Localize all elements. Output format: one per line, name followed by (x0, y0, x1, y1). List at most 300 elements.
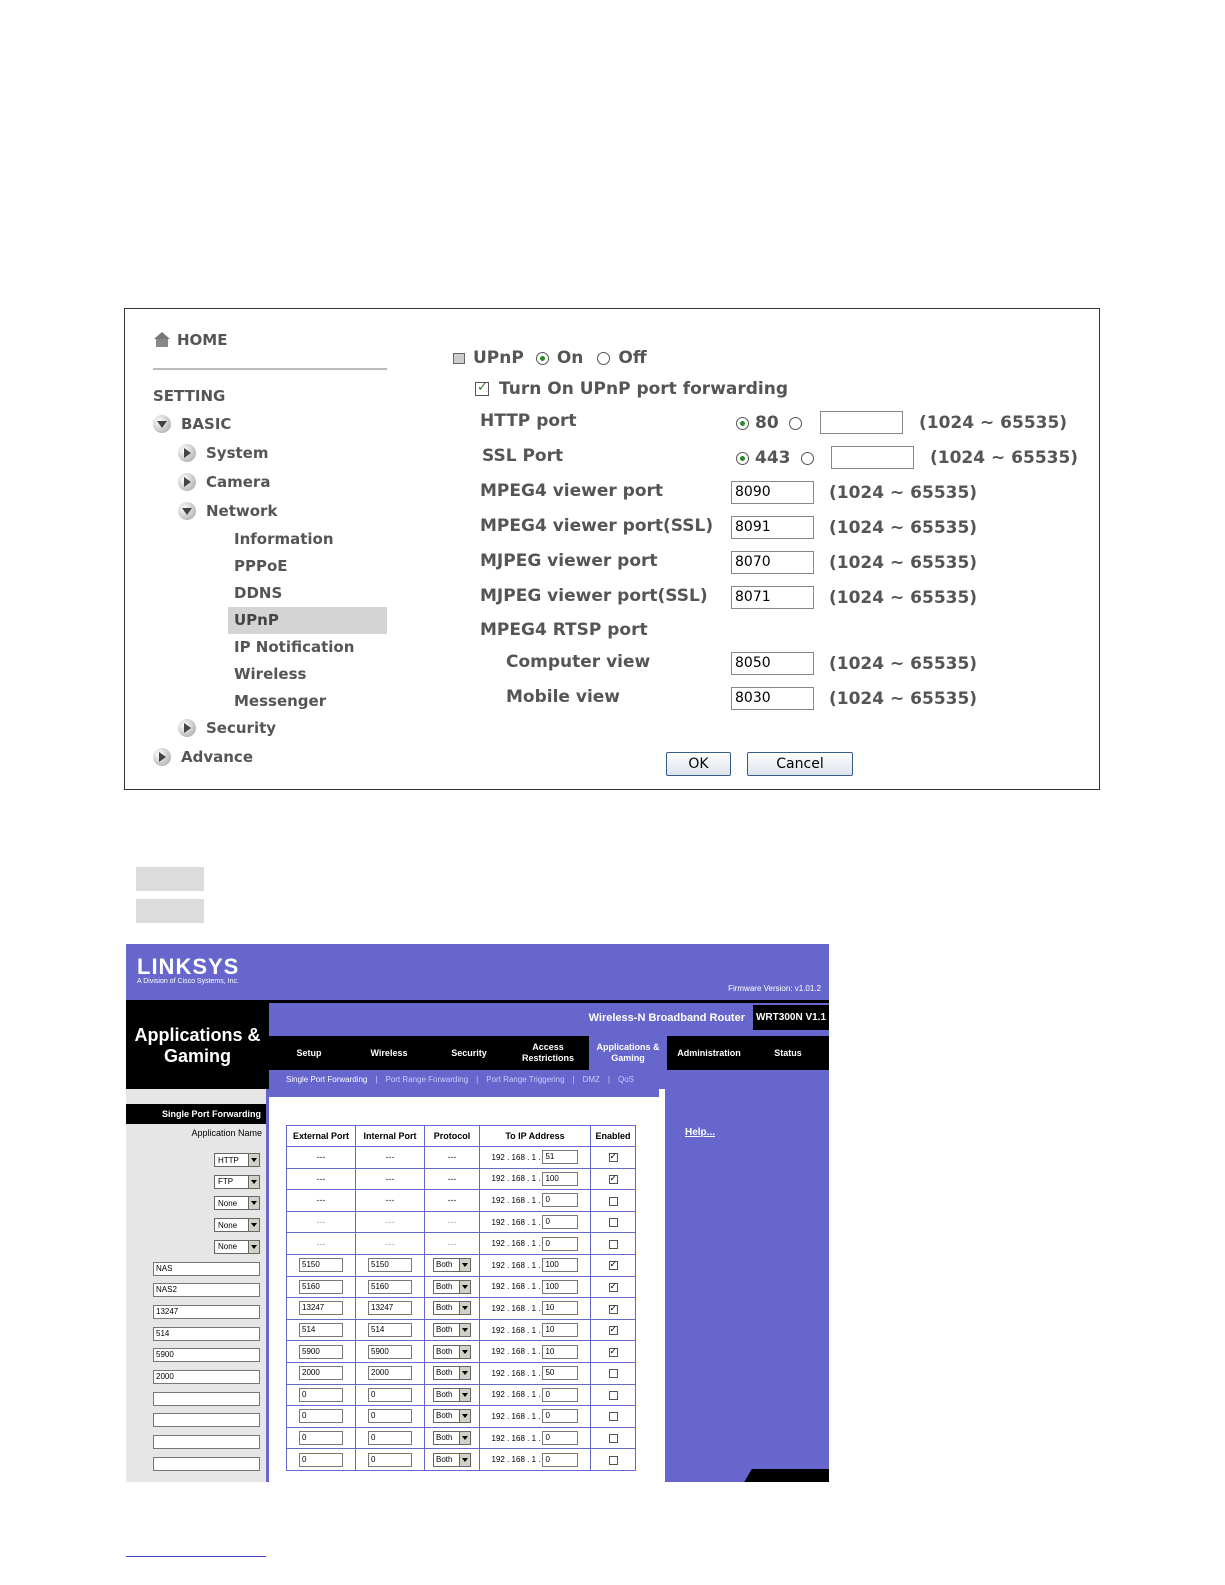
ip-address-cell (480, 1168, 591, 1190)
nav-information[interactable] (234, 530, 334, 548)
protocol-cell (425, 1168, 480, 1190)
enabled-cell (591, 1449, 636, 1471)
nav-ip-notification[interactable] (234, 638, 354, 656)
subtab-separator: | (476, 1075, 479, 1084)
application-name-input[interactable]: 13247 (153, 1305, 260, 1319)
enabled-cell (591, 1276, 636, 1298)
dropdown-arrow-icon (459, 1346, 470, 1358)
application-name-input[interactable] (153, 1457, 260, 1471)
external-port-input[interactable]: 2000 (299, 1366, 343, 1380)
dropdown-arrow-icon (459, 1259, 470, 1271)
application-name-input[interactable]: 514 (153, 1327, 260, 1341)
application-name-input[interactable] (153, 1392, 260, 1406)
subtab-qos[interactable]: QoS (618, 1075, 635, 1084)
protocol-cell (425, 1406, 480, 1428)
dropdown-arrow-icon (459, 1281, 470, 1293)
nav-basic[interactable] (153, 415, 231, 433)
enabled-checkbox[interactable] (609, 1153, 618, 1162)
mjpeg-viewer-ssl-range: (1024 ~ 65535) (829, 588, 978, 608)
ip-last-octet-input[interactable]: 51 (542, 1150, 578, 1164)
external-port-input[interactable]: 5900 (299, 1345, 343, 1359)
mjpeg-viewer-label: MJPEG viewer port (480, 551, 658, 571)
protocol-cell (425, 1341, 480, 1363)
ip-prefix: 192 . 168 . 1 . (491, 1390, 541, 1400)
protocol-select[interactable] (433, 1301, 471, 1315)
internal-port-cell (356, 1147, 425, 1169)
nav-network-label: Network (206, 502, 278, 520)
external-port-cell (287, 1190, 356, 1212)
internal-port-value: --- (385, 1238, 395, 1249)
mobile-view-label: Mobile view (506, 687, 621, 707)
linksys-router-panel (126, 944, 829, 1482)
protocol-cell (425, 1233, 480, 1255)
dropdown-arrow-icon (459, 1324, 470, 1336)
protocol-cell (425, 1211, 480, 1233)
nav-camera[interactable] (178, 473, 270, 491)
internal-port-cell (356, 1449, 425, 1471)
page-title: Single Port Forwarding (126, 1104, 266, 1124)
ip-prefix: 192 . 168 . 1 . (491, 1433, 541, 1443)
external-port-cell (287, 1406, 356, 1428)
protocol-select[interactable] (433, 1323, 471, 1337)
dropdown-arrow-icon (459, 1432, 470, 1444)
external-port-value: --- (316, 1195, 326, 1206)
enabled-checkbox[interactable] (609, 1197, 618, 1206)
application-name-input[interactable] (153, 1435, 260, 1449)
product-name: Wireless-N Broadband Router (588, 1012, 745, 1024)
upnp-on-radio[interactable] (536, 352, 549, 365)
table-row (287, 1190, 636, 1212)
ip-last-octet-input[interactable]: 100 (542, 1258, 578, 1272)
ip-prefix: 192 . 168 . 1 . (491, 1282, 541, 1292)
protocol-select[interactable] (433, 1280, 471, 1294)
nav-pppoe[interactable] (234, 557, 288, 575)
external-port-value: --- (316, 1152, 326, 1163)
table-row (287, 1341, 636, 1363)
external-port-input[interactable]: 0 (299, 1409, 343, 1423)
nav-basic-label: BASIC (181, 415, 232, 433)
internal-port-cell (356, 1168, 425, 1190)
internal-port-cell (356, 1254, 425, 1276)
enabled-cell (591, 1147, 636, 1169)
application-name-input[interactable]: 2000 (153, 1370, 260, 1384)
external-port-cell (287, 1384, 356, 1406)
nav-pppoe-label: PPPoE (234, 557, 288, 575)
header-external-port: External Port (287, 1126, 356, 1147)
table-row (287, 1427, 636, 1449)
ip-last-octet-input[interactable]: 0 (542, 1193, 578, 1207)
dropdown-arrow-icon (248, 1176, 259, 1188)
enabled-cell (591, 1298, 636, 1320)
application-select[interactable] (214, 1218, 260, 1232)
ip-address-cell (480, 1341, 591, 1363)
computer-view-range: (1024 ~ 65535) (829, 654, 978, 674)
nav-wireless[interactable] (234, 665, 306, 683)
application-select[interactable] (214, 1153, 260, 1167)
enabled-cell (591, 1362, 636, 1384)
protocol-select-value: Both (436, 1303, 453, 1313)
application-select[interactable] (214, 1196, 260, 1210)
corner-decoration (740, 1469, 829, 1482)
enabled-cell (591, 1341, 636, 1363)
dropdown-arrow-icon (459, 1367, 470, 1379)
internal-port-cell (356, 1384, 425, 1406)
internal-port-input[interactable]: 13247 (368, 1301, 412, 1315)
home-label: HOME (177, 331, 228, 349)
ip-last-octet-input[interactable]: 0 (542, 1409, 578, 1423)
ip-prefix: 192 . 168 . 1 . (491, 1260, 541, 1270)
mobile-view-range: (1024 ~ 65535) (829, 689, 978, 709)
external-port-value: --- (316, 1173, 326, 1184)
ip-prefix: 192 . 168 . 1 . (491, 1195, 541, 1205)
table-row (287, 1147, 636, 1169)
chevron-right-icon (178, 444, 196, 462)
tab-applications-gaming[interactable]: Applications & Gaming (589, 1036, 667, 1070)
nav-security-label: Security (206, 719, 277, 737)
mobile-view-input[interactable]: 8030 (731, 687, 814, 710)
ip-prefix: 192 . 168 . 1 . (491, 1303, 541, 1313)
external-port-cell (287, 1211, 356, 1233)
external-port-value: --- (316, 1217, 326, 1228)
internal-port-input[interactable]: 5160 (368, 1280, 412, 1294)
nav-camera-label: Camera (206, 473, 271, 491)
port-forwarding-table (286, 1125, 636, 1471)
protocol-select[interactable] (433, 1431, 471, 1445)
application-select[interactable] (214, 1240, 260, 1254)
protocol-select[interactable] (433, 1388, 471, 1402)
ip-last-octet-input[interactable]: 10 (542, 1345, 578, 1359)
ip-prefix: 192 . 168 . 1 . (491, 1174, 541, 1184)
nav-divider (153, 368, 387, 370)
subtab-dmz[interactable]: DMZ (582, 1075, 600, 1084)
external-port-input[interactable]: 0 (299, 1388, 343, 1402)
nav-ip-notification-label: IP Notification (234, 638, 355, 656)
table-row (287, 1276, 636, 1298)
table-row (287, 1319, 636, 1341)
enabled-checkbox[interactable] (609, 1175, 618, 1184)
external-port-cell (287, 1362, 356, 1384)
bullet-square-icon (453, 353, 465, 364)
external-port-cell (287, 1449, 356, 1471)
external-port-cell (287, 1341, 356, 1363)
enabled-checkbox[interactable] (609, 1456, 618, 1465)
internal-port-input[interactable]: 0 (368, 1431, 412, 1445)
cancel-button[interactable]: Cancel (747, 752, 853, 776)
ip-address-cell (480, 1427, 591, 1449)
internal-port-input[interactable]: 0 (368, 1453, 412, 1467)
mpeg4-viewer-ssl-range: (1024 ~ 65535) (829, 518, 978, 538)
protocol-cell (425, 1276, 480, 1298)
ip-prefix: 192 . 168 . 1 . (491, 1455, 541, 1465)
mpeg4-viewer-ssl-input[interactable]: 8091 (731, 516, 814, 539)
external-port-cell (287, 1147, 356, 1169)
table-row (287, 1449, 636, 1471)
protocol-select-value: Both (436, 1281, 453, 1291)
ssl-custom-radio[interactable] (801, 452, 814, 465)
internal-port-input[interactable]: 5900 (368, 1345, 412, 1359)
internal-port-cell (356, 1406, 425, 1428)
application-name-input[interactable]: NAS2 (153, 1283, 260, 1297)
enabled-checkbox[interactable] (609, 1369, 618, 1378)
ip-address-cell (480, 1449, 591, 1471)
product-bar (269, 1003, 829, 1033)
nav-advance-label: Advance (181, 748, 253, 766)
ip-prefix: 192 . 168 . 1 . (491, 1239, 541, 1249)
external-port-input[interactable]: 5160 (299, 1280, 343, 1294)
upnp-on-label: On (556, 348, 584, 368)
ip-last-octet-input[interactable]: 10 (542, 1323, 578, 1337)
header-enabled: Enabled (591, 1126, 636, 1147)
nav-security[interactable] (178, 719, 276, 737)
protocol-select[interactable] (433, 1366, 471, 1380)
protocol-select[interactable] (433, 1409, 471, 1423)
enabled-cell (591, 1254, 636, 1276)
application-select[interactable] (214, 1175, 260, 1189)
external-port-cell (287, 1168, 356, 1190)
ip-prefix: 192 . 168 . 1 . (491, 1152, 541, 1162)
protocol-value: --- (447, 1217, 457, 1228)
tab-wireless[interactable]: Wireless (370, 1047, 408, 1058)
upnp-off-label: Off (618, 348, 647, 368)
nav-messenger[interactable] (234, 692, 326, 710)
enabled-checkbox[interactable] (609, 1348, 618, 1357)
protocol-select-value: Both (436, 1325, 453, 1335)
table-row (287, 1362, 636, 1384)
external-port-cell (287, 1298, 356, 1320)
footer-rule (126, 1556, 266, 1557)
tab-status[interactable]: Status (774, 1047, 802, 1058)
application-select-value: None (218, 1198, 238, 1208)
ip-last-octet-input[interactable]: 0 (542, 1453, 578, 1467)
ip-last-octet-input[interactable]: 0 (542, 1215, 578, 1229)
enabled-cell (591, 1211, 636, 1233)
help-link[interactable]: Help... (685, 1127, 716, 1138)
external-port-input[interactable]: 5150 (299, 1258, 343, 1272)
external-port-input[interactable]: 0 (299, 1431, 343, 1445)
ip-last-octet-input[interactable]: 100 (542, 1172, 578, 1186)
mpeg4-viewer-input[interactable]: 8090 (731, 481, 814, 504)
ssl-custom-input[interactable] (831, 446, 914, 469)
chevron-down-icon (178, 502, 196, 520)
protocol-select[interactable] (433, 1453, 471, 1467)
http-port-label: HTTP port (480, 411, 577, 431)
enabled-cell (591, 1384, 636, 1406)
mjpeg-viewer-ssl-label: MJPEG viewer port(SSL) (480, 586, 708, 606)
enabled-cell (591, 1406, 636, 1428)
enabled-cell (591, 1319, 636, 1341)
protocol-select-value: Both (436, 1260, 453, 1270)
home-link[interactable] (153, 331, 227, 349)
internal-port-input[interactable]: 5150 (368, 1258, 412, 1272)
protocol-cell (425, 1254, 480, 1276)
http-default-label: 80 (755, 413, 779, 433)
caption-bar (136, 899, 204, 923)
nav-wireless-label: Wireless (234, 665, 307, 683)
ip-address-cell (480, 1276, 591, 1298)
section-title (126, 1003, 269, 1089)
ip-address-cell (480, 1384, 591, 1406)
table-row (287, 1211, 636, 1233)
internal-port-input[interactable]: 514 (368, 1323, 412, 1337)
application-select-value: HTTP (218, 1155, 239, 1165)
dropdown-arrow-icon (459, 1454, 470, 1466)
protocol-cell (425, 1190, 480, 1212)
application-name-input[interactable]: NAS (153, 1262, 260, 1276)
enabled-checkbox[interactable] (609, 1218, 618, 1227)
ssl-port-options (736, 448, 814, 468)
port-forwarding-checkbox[interactable] (475, 382, 489, 396)
protocol-cell (425, 1384, 480, 1406)
computer-view-input[interactable]: 8050 (731, 652, 814, 675)
ip-last-octet-input[interactable]: 0 (542, 1237, 578, 1251)
external-port-cell (287, 1276, 356, 1298)
enabled-checkbox[interactable] (609, 1305, 618, 1314)
nav-upnp[interactable] (234, 611, 279, 629)
internal-port-cell (356, 1211, 425, 1233)
protocol-cell (425, 1298, 480, 1320)
ip-last-octet-input[interactable]: 100 (542, 1280, 578, 1294)
http-default-radio[interactable] (736, 417, 749, 430)
dropdown-arrow-icon (459, 1302, 470, 1314)
header-ip-address: To IP Address (480, 1126, 591, 1147)
dropdown-arrow-icon (248, 1154, 259, 1166)
mjpeg-viewer-ssl-input[interactable]: 8071 (731, 586, 814, 609)
subtab-port-range-forwarding[interactable]: Port Range Forwarding (385, 1075, 469, 1084)
external-port-input[interactable]: 13247 (299, 1301, 343, 1315)
ip-last-octet-input[interactable]: 0 (542, 1388, 578, 1402)
nav-network[interactable] (178, 502, 277, 520)
ip-last-octet-input[interactable]: 0 (542, 1431, 578, 1445)
tab-access-restrictions[interactable]: Access Restrictions (521, 1042, 574, 1063)
mjpeg-viewer-input[interactable]: 8070 (731, 551, 814, 574)
logo-subtitle: A Division of Cisco Systems, Inc. (137, 978, 239, 985)
enabled-checkbox[interactable] (609, 1283, 618, 1292)
external-port-cell (287, 1319, 356, 1341)
model-badge: WRT300N V1.1 (753, 1005, 829, 1030)
ip-address-cell (480, 1147, 591, 1169)
ip-last-octet-input[interactable]: 10 (542, 1301, 578, 1315)
caption-bar (136, 867, 204, 891)
ssl-port-label: SSL Port (482, 446, 564, 466)
internal-port-input[interactable]: 0 (368, 1388, 412, 1402)
protocol-select-value: Both (436, 1389, 453, 1399)
header-protocol: Protocol (425, 1126, 480, 1147)
enabled-checkbox[interactable] (609, 1434, 618, 1443)
enabled-cell (591, 1233, 636, 1255)
external-port-cell (287, 1427, 356, 1449)
internal-port-input[interactable]: 2000 (368, 1366, 412, 1380)
mpeg4-viewer-ssl-label: MPEG4 viewer port(SSL) (480, 516, 714, 536)
internal-port-cell (356, 1319, 425, 1341)
tab-security[interactable]: Security (451, 1047, 487, 1058)
subtab-port-range-triggering[interactable]: Port Range Triggering (486, 1075, 565, 1084)
table-body (287, 1147, 636, 1471)
nav-ddns-label: DDNS (234, 584, 283, 602)
nav-system[interactable] (178, 444, 268, 462)
http-custom-input[interactable] (820, 411, 903, 434)
ssl-default-radio[interactable] (736, 452, 749, 465)
ip-prefix: 192 . 168 . 1 . (491, 1347, 541, 1357)
subtab-separator: | (375, 1075, 378, 1084)
upnp-off-radio[interactable] (597, 352, 610, 365)
computer-view-label: Computer view (506, 652, 651, 672)
application-name-input[interactable] (153, 1413, 260, 1427)
internal-port-value: --- (385, 1152, 395, 1163)
internal-port-cell (356, 1362, 425, 1384)
subtab-single-port[interactable]: Single Port Forwarding (286, 1075, 368, 1084)
ip-address-cell (480, 1406, 591, 1428)
tab-setup[interactable]: Setup (296, 1047, 322, 1058)
chevron-down-icon (153, 415, 171, 433)
table-row (287, 1168, 636, 1190)
camera-upnp-panel (124, 308, 1100, 790)
dropdown-arrow-icon (459, 1410, 470, 1422)
ip-prefix: 192 . 168 . 1 . (491, 1368, 541, 1378)
ip-address-cell (480, 1211, 591, 1233)
nav-upnp-label: UPnP (234, 611, 279, 629)
port-forwarding-row (475, 379, 788, 399)
http-range: (1024 ~ 65535) (919, 413, 1068, 433)
external-port-input[interactable]: 514 (299, 1323, 343, 1337)
protocol-cell (425, 1362, 480, 1384)
http-custom-radio[interactable] (789, 417, 802, 430)
enabled-checkbox[interactable] (609, 1326, 618, 1335)
protocol-select-value: Both (436, 1368, 453, 1378)
tab-administration[interactable]: Administration (677, 1047, 741, 1058)
ip-last-octet-input[interactable]: 50 (542, 1366, 578, 1380)
nav-advance[interactable] (153, 748, 253, 766)
enabled-cell (591, 1168, 636, 1190)
enabled-checkbox[interactable] (609, 1391, 618, 1400)
ok-button[interactable]: OK (666, 752, 731, 776)
nav-ddns[interactable] (234, 584, 282, 602)
table-row (287, 1384, 636, 1406)
rtsp-port-label: MPEG4 RTSP port (480, 620, 648, 640)
table-row (287, 1298, 636, 1320)
application-name-input[interactable]: 5900 (153, 1348, 260, 1362)
section-title-text: Applications & Gaming (134, 1025, 261, 1066)
firmware-version: Firmware Version: v1.01.2 (728, 984, 821, 993)
protocol-select[interactable] (433, 1258, 471, 1272)
enabled-cell (591, 1427, 636, 1449)
enabled-checkbox[interactable] (609, 1261, 618, 1270)
application-name-header: Application Name (191, 1128, 262, 1138)
protocol-select-value: Both (436, 1411, 453, 1421)
mjpeg-viewer-range: (1024 ~ 65535) (829, 553, 978, 573)
internal-port-input[interactable]: 0 (368, 1409, 412, 1423)
internal-port-cell (356, 1233, 425, 1255)
protocol-cell (425, 1449, 480, 1471)
internal-port-value: --- (385, 1195, 395, 1206)
protocol-select[interactable] (433, 1345, 471, 1359)
header-internal-port: Internal Port (356, 1126, 425, 1147)
chevron-right-icon (153, 748, 171, 766)
enabled-checkbox[interactable] (609, 1240, 618, 1249)
http-port-options (736, 413, 802, 433)
application-select-value: None (218, 1220, 238, 1230)
enabled-checkbox[interactable] (609, 1412, 618, 1421)
ssl-default-label: 443 (755, 448, 791, 468)
internal-port-cell (356, 1190, 425, 1212)
external-port-input[interactable]: 0 (299, 1453, 343, 1467)
protocol-value: --- (447, 1173, 457, 1184)
table-header-row (287, 1126, 636, 1147)
ip-address-cell (480, 1362, 591, 1384)
internal-port-value: --- (385, 1217, 395, 1228)
ip-address-cell (480, 1298, 591, 1320)
protocol-value: --- (447, 1152, 457, 1163)
subtab-bar (269, 1070, 829, 1089)
